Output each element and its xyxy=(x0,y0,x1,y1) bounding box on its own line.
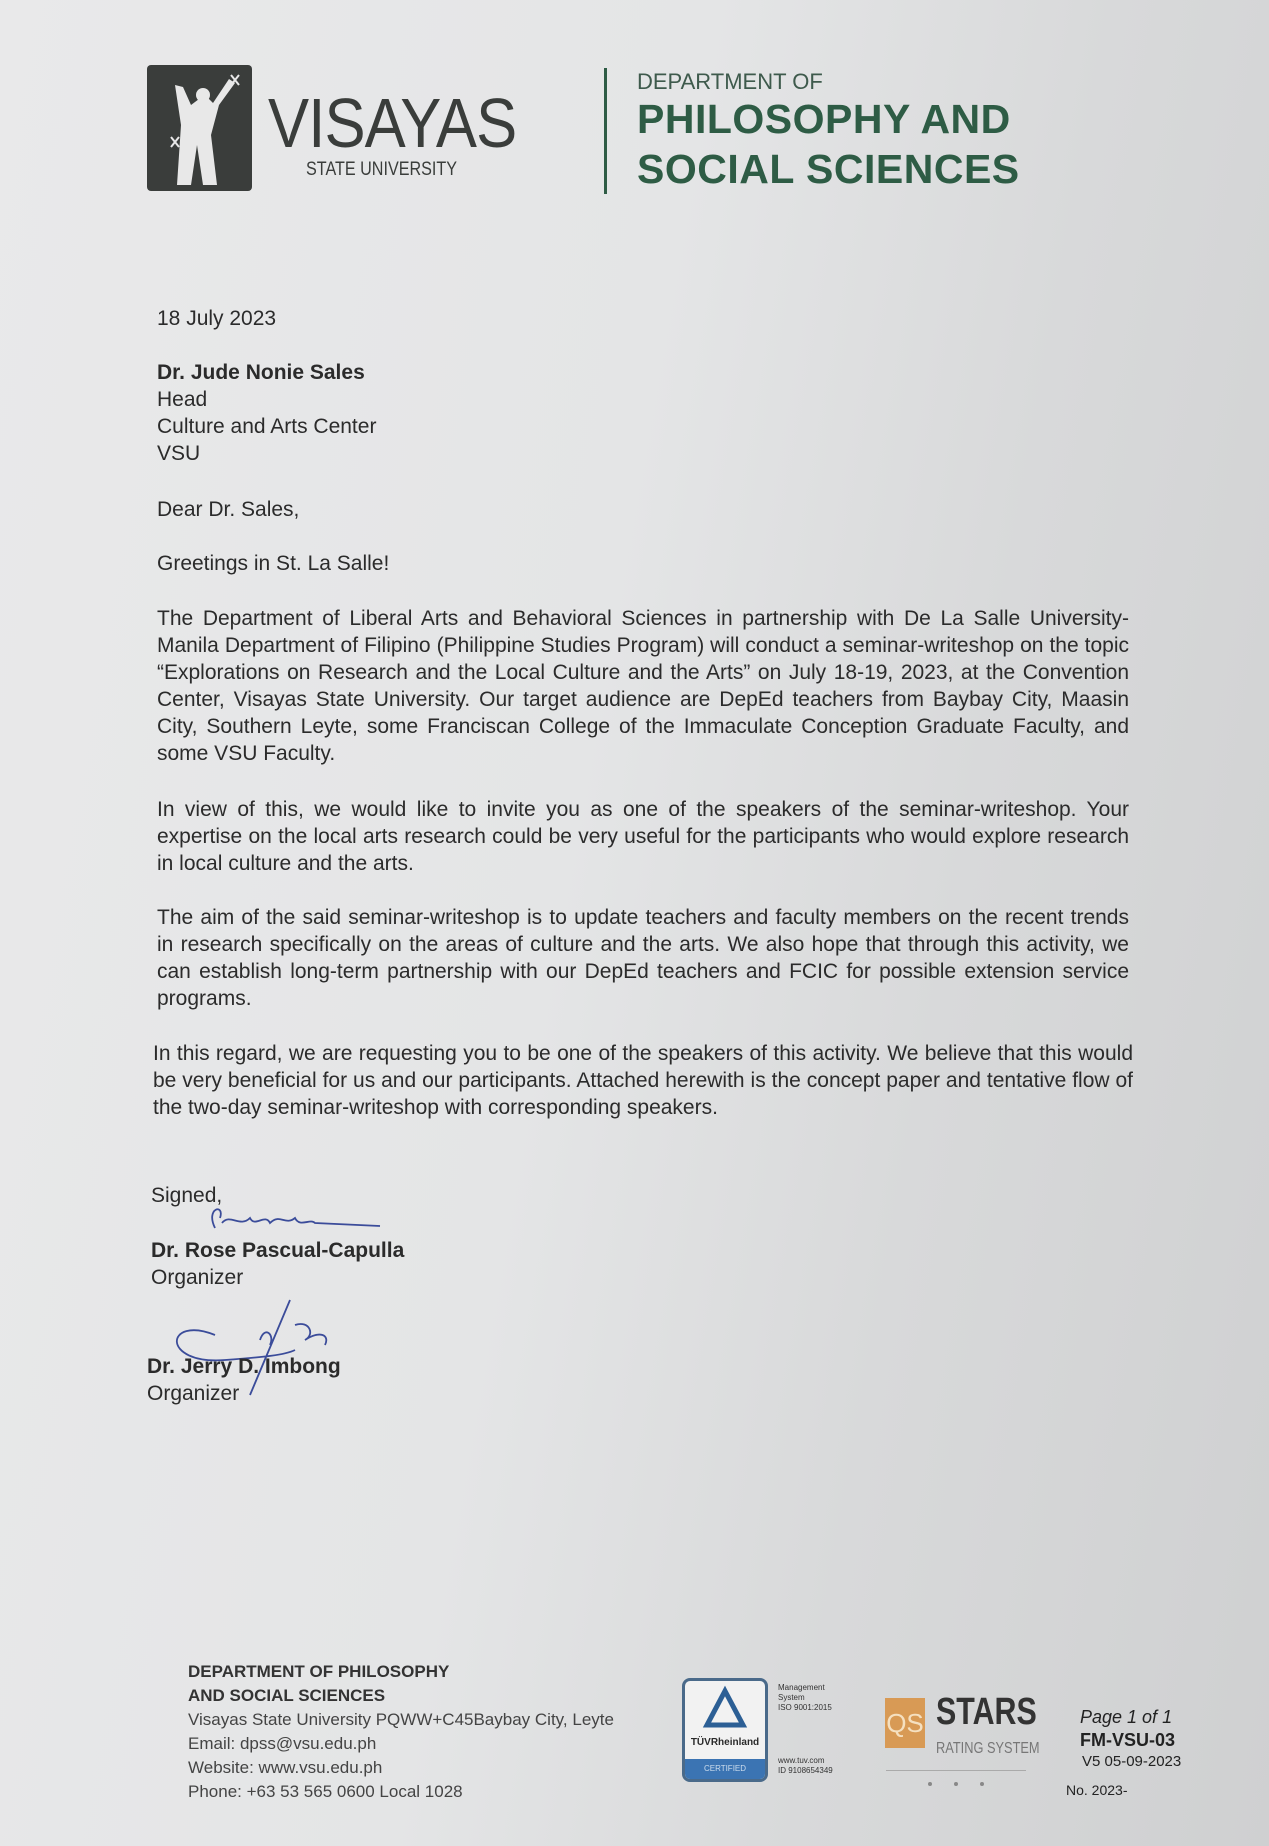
form-code: FM-VSU-03 xyxy=(1080,1730,1176,1750)
paragraph-3: The aim of the said seminar-writeshop is to update teachers and faculty members on the recent trends in research specifically on the areas of culture and the arts. We also hope that through this activity, we can establish long-term partnership with our DepEd teachers and FCIC for possible extension service programs. xyxy=(157,906,1129,1010)
tuv-triangle-icon xyxy=(685,1685,765,1735)
footer-dept-line1: DEPARTMENT OF PHILOSOPHY xyxy=(188,1662,450,1681)
tuv-id: ID 9108654349 xyxy=(778,1766,833,1775)
paragraph-4: In this regard, we are requesting you to be one of the speakers of this activity. We believe that this would be very beneficial for us and our participants. Attached herewith is the concept paper and tentative flow of the two-day seminar-writeshop with corresponding speakers. xyxy=(153,1042,1133,1119)
university-wordmark: VISAYAS xyxy=(268,84,517,162)
signatory-1-name: Dr. Rose Pascual-Capulla xyxy=(151,1239,405,1262)
recipient-title: Head xyxy=(157,388,208,411)
dept-prefix: DEPARTMENT OF xyxy=(637,69,823,94)
signatory-1 xyxy=(151,1237,1123,1291)
paragraph-2: In view of this, we would like to invite you as one of the speakers of the seminar-writeshop. Your expertise on the local arts research could be very useful for the participants who would explore research in local culture and the arts. xyxy=(157,798,1129,875)
recipient-office: Culture and Arts Center xyxy=(157,415,377,438)
greeting: Greetings in St. La Salle! xyxy=(157,552,390,575)
recipient-org: VSU xyxy=(157,442,201,465)
document-number: No. 2023- xyxy=(1066,1782,1128,1798)
signatory-2 xyxy=(147,1353,1119,1407)
letter-date: 18 July 2023 xyxy=(157,307,277,330)
qs-stars-dots xyxy=(926,1780,996,1788)
recipient-block xyxy=(157,359,1129,467)
tuv-ref xyxy=(778,1756,833,1776)
closing: Signed, xyxy=(151,1184,223,1207)
qs-divider xyxy=(886,1770,1026,1771)
signatory-1-role: Organizer xyxy=(151,1266,244,1289)
university-subtitle: STATE UNIVERSITY xyxy=(306,159,458,180)
qs-stars: STARS xyxy=(936,1691,1037,1733)
footer-website: Website: www.vsu.edu.ph xyxy=(188,1758,383,1777)
tuv-url: www.tuv.com xyxy=(778,1756,825,1765)
tuv-system-line2: System xyxy=(778,1693,805,1702)
tuv-system xyxy=(778,1683,832,1713)
tuv-iso: ISO 9001:2015 xyxy=(778,1703,832,1712)
tuv-badge xyxy=(682,1678,768,1782)
dept-name-line2: SOCIAL SCIENCES xyxy=(637,146,1020,192)
dept-name-line1: PHILOSOPHY AND xyxy=(637,96,1011,142)
signatory-2-role: Organizer xyxy=(147,1382,240,1405)
form-version: V5 05-09-2023 xyxy=(1082,1753,1182,1770)
page-number: Page 1 of 1 xyxy=(1080,1707,1173,1727)
tuv-system-line1: Management xyxy=(778,1683,825,1692)
footer-email: Email: dpss@vsu.edu.ph xyxy=(188,1734,377,1753)
header-divider xyxy=(604,68,607,194)
recipient-name: Dr. Jude Nonie Sales xyxy=(157,361,365,384)
tuv-certified: CERTIFIED xyxy=(685,1759,765,1779)
qs-rating-system: RATING SYSTEM xyxy=(936,1740,1040,1757)
footer-address: Visayas State University PQWW+C45Baybay City, Leyte xyxy=(188,1710,614,1729)
signatory-2-name: Dr. Jerry D. Imbong xyxy=(147,1355,341,1378)
footer-phone: Phone: +63 53 565 0600 Local 1028 xyxy=(188,1782,463,1801)
dancer-figure-icon xyxy=(147,65,252,191)
tuv-brand: TÜVRheinland xyxy=(690,1737,760,1748)
qs-logo: QS xyxy=(885,1698,925,1748)
paragraph-1: The Department of Liberal Arts and Behavioral Sciences in partnership with De La Salle University-Manila Department of Filipino (Philippine Studies Program) will conduct a seminar-writeshop on the topic “Explorations on Research and the Local Culture and the Arts” on July 18-19, 2023, at the Convention Center, Visayas State University. Our target audience are DepEd teachers from Baybay City, Maasin City, Southern Leyte, some Franciscan College of the Immaculate Conception Graduate Faculty, and some VSU Faculty. xyxy=(157,607,1129,765)
salutation: Dear Dr. Sales, xyxy=(157,498,300,521)
university-logo xyxy=(147,65,252,191)
footer-dept-line2: AND SOCIAL SCIENCES xyxy=(188,1686,386,1705)
footer-contact xyxy=(188,1660,614,1804)
